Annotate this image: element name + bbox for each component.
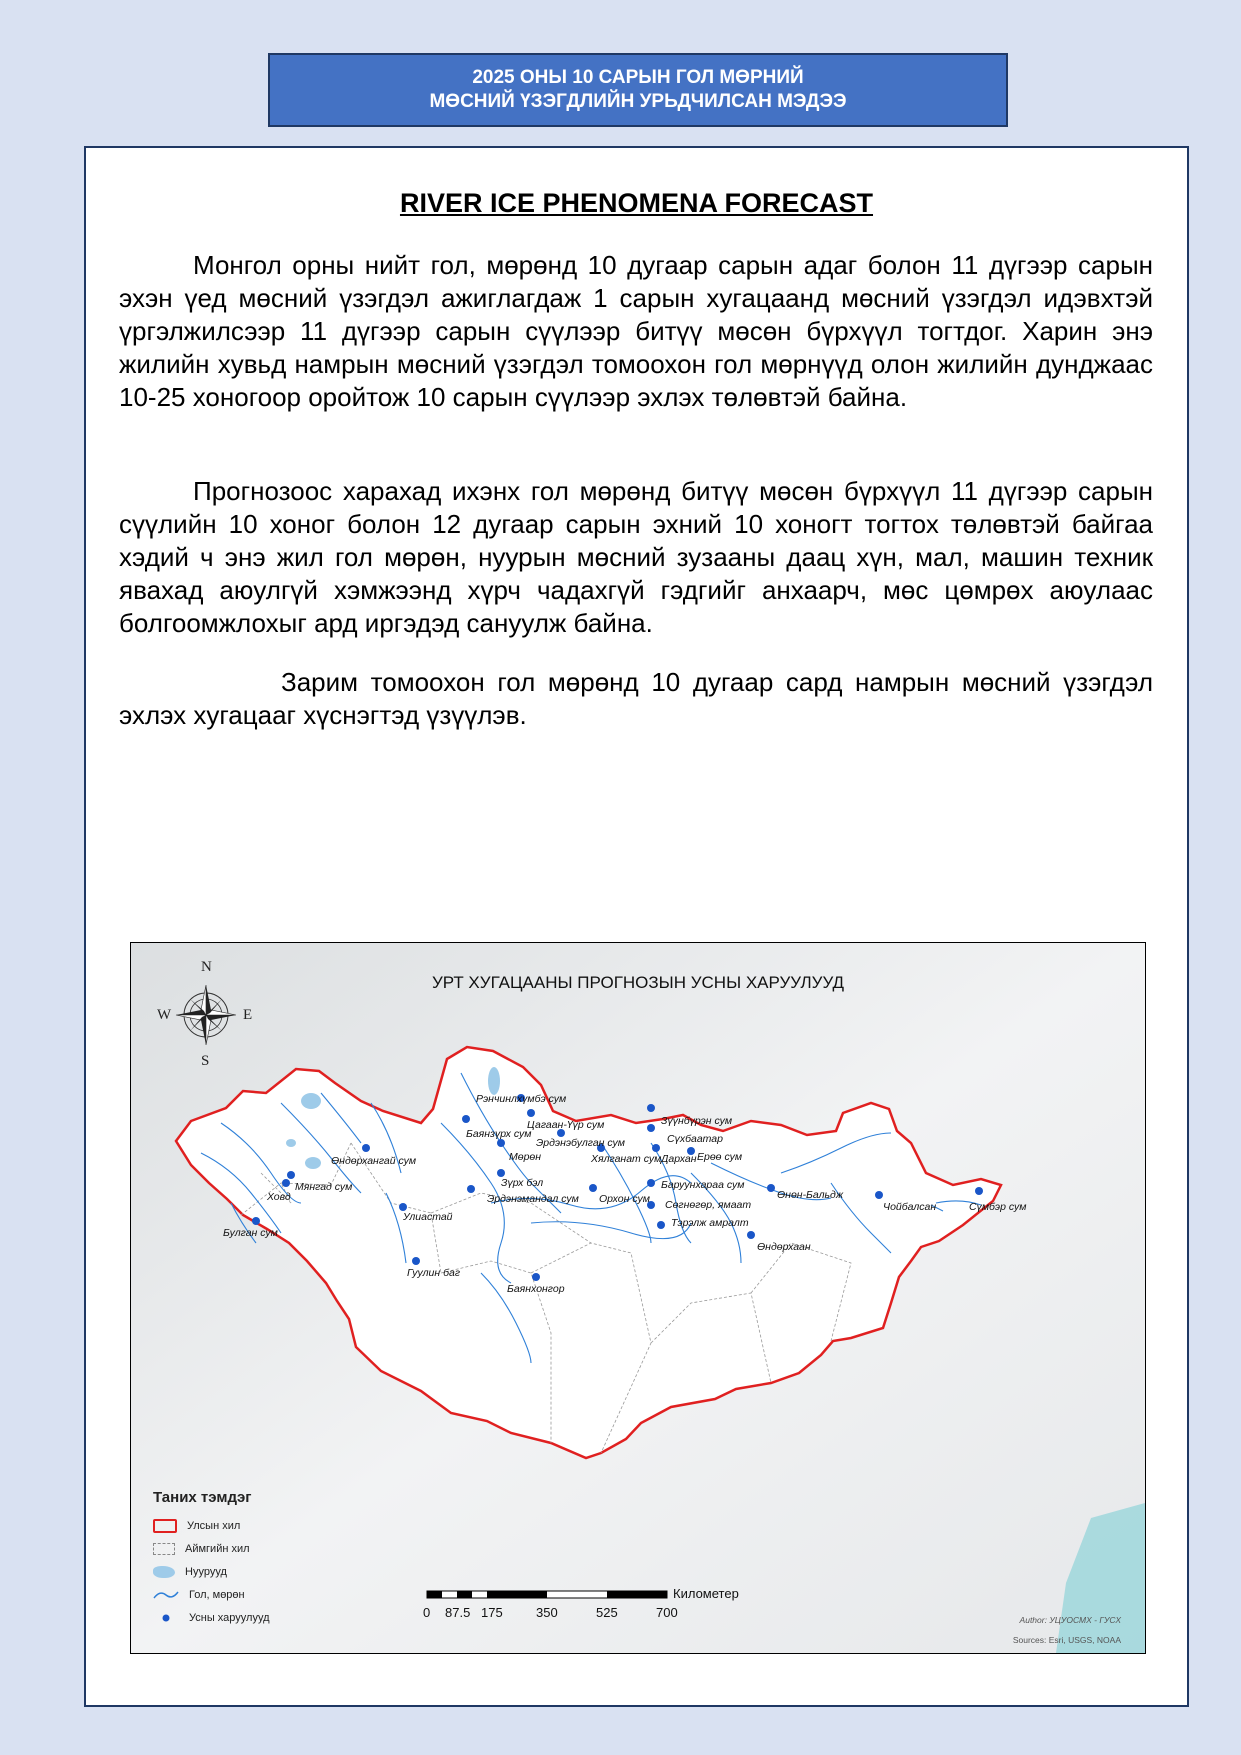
legend-item-national-border — [153, 1514, 333, 1537]
legend-title: Таних тэмдэг — [153, 1489, 252, 1506]
header-line-2: МӨСНИЙ ҮЗЭГДЛИЙН УРЬДЧИЛСАН МЭДЭЭ — [429, 91, 847, 112]
station-label: Мөрөн — [509, 1151, 542, 1163]
paragraph-3: Зарим томоохон гол мөрөнд 10 дугаар сард намрын мөсний үзэгдэл эхлэх хугацааг хүснэгтэд үзүүлэв. — [119, 667, 1153, 730]
station-label: Өнөн-Бальдж — [777, 1189, 844, 1201]
scale-tick-700: 700 — [656, 1605, 678, 1620]
station-label: Эрдэнэбулган сум — [536, 1137, 625, 1149]
map-author: Author: УЦУОСМХ - ГУСХ — [1019, 1615, 1121, 1625]
legend-label: Улсын хил — [187, 1519, 241, 1532]
scale-tick-525: 525 — [596, 1605, 618, 1620]
legend-label: Нуурууд — [185, 1565, 227, 1578]
document-title: RIVER ICE PHENOMENA FORECAST — [399, 188, 874, 218]
station-label: Чойбалсан — [883, 1201, 937, 1213]
station-label: Эрдэнэмандал сум — [487, 1193, 579, 1205]
station-label: Булган сум — [223, 1227, 278, 1239]
station-label: Ховд — [267, 1191, 291, 1203]
station-symbol — [153, 1611, 179, 1625]
header-banner — [268, 53, 1008, 127]
province-border-symbol — [153, 1543, 175, 1555]
scale-unit: Километер — [673, 1586, 739, 1601]
station-label: Зүүнбүрэн сум — [661, 1115, 733, 1127]
station-label: Ерөө сум — [697, 1151, 743, 1163]
scale-tick-87: 87.5 — [445, 1605, 471, 1620]
station-label: Зүрх бэл — [501, 1177, 544, 1189]
station-label: Мянгад сум — [295, 1181, 353, 1193]
scale-tick-0: 0 — [423, 1605, 431, 1620]
legend-label: Гол, мөрөн — [189, 1588, 245, 1601]
station-label: Сүхбаатар — [667, 1133, 723, 1145]
station-label: Өндөрхангай сум — [331, 1155, 417, 1167]
station-label: Баянхонгор — [507, 1283, 565, 1295]
compass-south: S — [201, 1053, 210, 1069]
paragraph-2: Прогнозоос харахад ихэнх гол мөрөнд битүү мөсөн бүрхүүл 11 дүгээр сарын сүүлийн 10 хоног болон 12 дугаар сарын эхний 10 хоногт тогтох төлөвтэй байгаа хэдий ч энэ жил гол мөрөн, нуурын мөсний зузааны даац хүн, мал, машин техник явахад аюулгүй хэмжээнд хүрч чадахгүй гэдгийг анхаарч, мөс цөмрөх аюулаас болгоомжлохыг ард иргэдэд сануулж байна. — [119, 476, 1153, 638]
station-label: Дархан — [661, 1153, 697, 1165]
station-label: Тэрэлж амралт — [671, 1217, 749, 1229]
station-label: Орхон сум — [599, 1193, 650, 1205]
compass-north: N — [201, 959, 212, 975]
station-label: Өндөрхаан — [757, 1241, 811, 1253]
legend-label: Аймгийн хил — [185, 1542, 250, 1555]
scale-tick-350: 350 — [536, 1605, 558, 1620]
map-title: УРТ ХУГАЦААНЫ ПРОГНОЗЫН УСНЫ ХАРУУЛУУД — [431, 973, 845, 992]
station-label: Улиастай — [403, 1211, 453, 1223]
station-label: Баруунхараа сум — [661, 1179, 745, 1191]
station-label: Сүмбэр сум — [969, 1201, 1027, 1213]
paragraph-1: Монгол орны нийт гол, мөрөнд 10 дугаар сарын адаг болон 11 дүгээр сарын эхэн үед мөсний үзэгдэл ажиглагдаж 1 сарын хугацаанд мөсний үзэгдэл идэвхтэй үргэлжилсээр 11 дүгээр сарын сүүлээр битүү мөсөн бүрхүүл тогтдог. Харин энэ жилийн хувьд намрын мөсний үзэгдэл томоохон гол мөрнүүд олон жилийн дунджаас 10-25 хоногоор оройтож 10 сарын сүүлээр эхлэх төлөвтэй байна. — [119, 250, 1153, 412]
station-label: Баянзүрх сум — [466, 1128, 532, 1140]
river-symbol — [153, 1588, 179, 1602]
station-label: Цагаан-Үүр сум — [527, 1119, 605, 1131]
legend-item-lakes — [153, 1560, 333, 1583]
station-label: Гуулин баг — [407, 1267, 461, 1279]
station-map — [130, 942, 1146, 1654]
station-label: Рэнчинлхүмбэ сум — [476, 1093, 567, 1105]
scale-tick-175: 175 — [481, 1605, 503, 1620]
compass-west: W — [157, 1007, 172, 1023]
map-legend — [153, 1489, 333, 1629]
map-sources: Sources: Esri, USGS, NOAA — [1012, 1635, 1121, 1645]
legend-item-rivers — [153, 1583, 333, 1606]
scale-bar — [427, 1591, 667, 1598]
legend-item-stations — [153, 1606, 333, 1629]
header-line-1: 2025 ОНЫ 10 САРЫН ГОЛ МӨРНИЙ — [472, 67, 804, 88]
legend-label: Усны харуулууд — [189, 1611, 270, 1624]
national-border-symbol — [153, 1519, 177, 1533]
station-label: Хялганат сум — [591, 1153, 662, 1165]
document-card — [84, 146, 1189, 1707]
compass-east: E — [243, 1007, 253, 1023]
lake-symbol — [153, 1566, 175, 1578]
station-label: Сөгнөгөр, ямаат — [665, 1199, 752, 1211]
legend-item-province-border — [153, 1537, 333, 1560]
